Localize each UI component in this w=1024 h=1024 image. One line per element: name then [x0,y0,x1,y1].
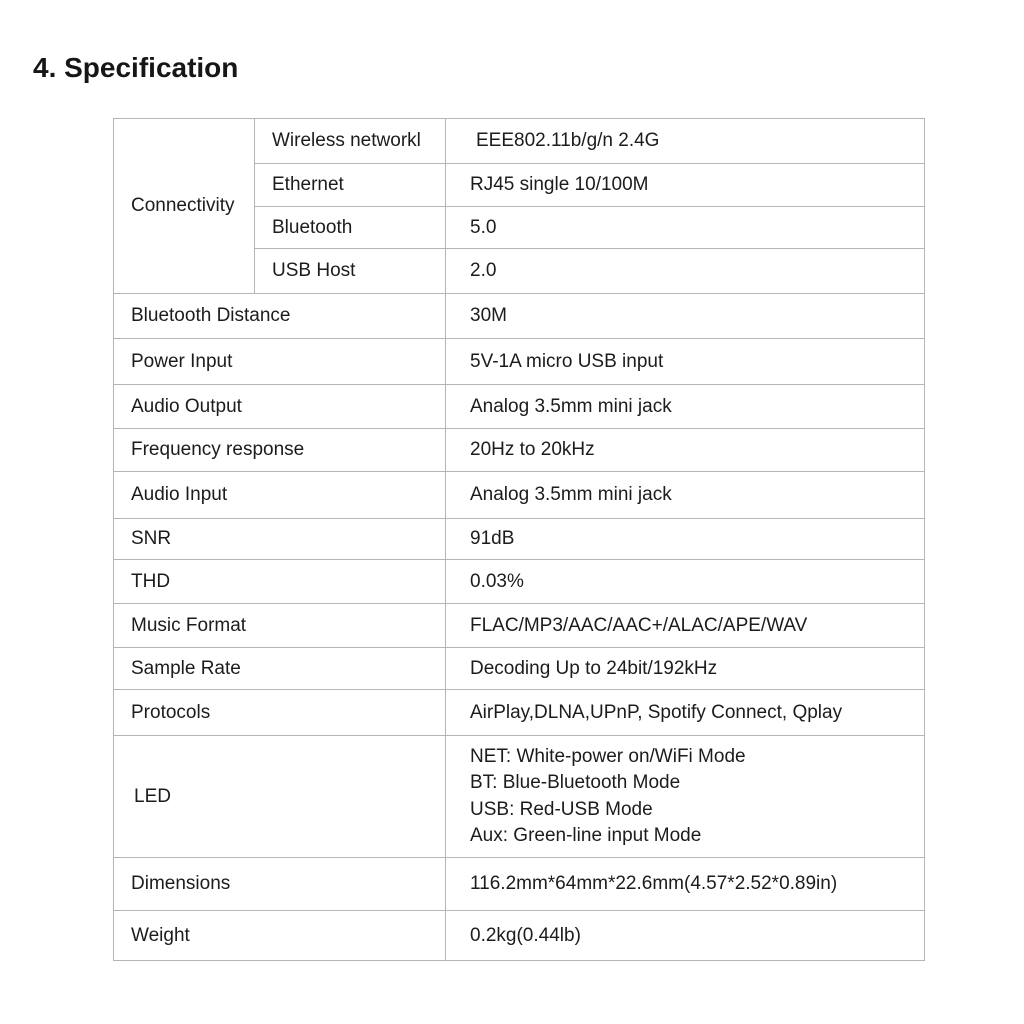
page-title: 4. Specification [33,52,239,83]
table-row [114,736,925,858]
spec-value: RJ45 single 10/100M [446,164,925,207]
spec-label: Audio Output [114,385,446,429]
spec-value: 5V-1A micro USB input [446,339,925,385]
spec-value: Analog 3.5mm mini jack [446,385,925,429]
spec-value: FLAC/MP3/AAC/AAC+/ALAC/APE/WAV [446,604,925,648]
led-mode-line: BT: Blue-Bluetooth Mode [470,772,681,793]
spec-label: USB Host [255,249,446,294]
specification-table [113,118,925,961]
spec-label: Audio Input [114,472,446,519]
connectivity-label: Connectivity [114,119,255,294]
led-mode-line: NET: White-power on/WiFi Mode [470,745,746,767]
table-row [114,560,925,604]
table-row [114,119,925,164]
spec-value: 20Hz to 20kHz [446,429,925,472]
spec-value: 5.0 [446,207,925,249]
spec-value: 30M [446,294,925,339]
spec-label: Power Input [114,339,446,385]
spec-value: EEE802.11b/g/n 2.4G [446,119,925,164]
led-mode-line: Aux: Green-line input Mode [470,825,702,846]
spec-label: Wireless networkl [255,119,446,164]
led-modes [446,736,925,858]
table-row [114,385,925,429]
table-row [114,911,925,961]
led-mode-line: USB: Red-USB Mode [470,798,653,820]
spec-value: 0.2kg(0.44lb) [446,911,925,961]
spec-value: Decoding Up to 24bit/192kHz [446,648,925,690]
spec-label: Sample Rate [114,648,446,690]
spec-label: Weight [114,911,446,961]
spec-value: AirPlay,DLNA,UPnP, Spotify Connect, Qplay [446,690,925,736]
spec-label: SNR [114,519,446,560]
table-row [114,690,925,736]
spec-label: Dimensions [114,858,446,911]
spec-label: Frequency response [114,429,446,472]
table-row [114,294,925,339]
spec-label: Ethernet [255,164,446,207]
led-label: LED [114,736,446,858]
spec-label: THD [114,560,446,604]
table-row [114,858,925,911]
spec-value: Analog 3.5mm mini jack [446,472,925,519]
spec-label: Bluetooth [255,207,446,249]
spec-label: Bluetooth Distance [114,294,446,339]
spec-value: 91dB [446,519,925,560]
table-row [114,519,925,560]
table-row [114,648,925,690]
spec-value: 116.2mm*64mm*22.6mm(4.57*2.52*0.89in) [446,858,925,911]
table-row [114,339,925,385]
spec-label: Protocols [114,690,446,736]
table-row [114,604,925,648]
spec-value: 0.03% [446,560,925,604]
spec-value: 2.0 [446,249,925,294]
spec-label: Music Format [114,604,446,648]
table-row [114,472,925,519]
table-row [114,429,925,472]
